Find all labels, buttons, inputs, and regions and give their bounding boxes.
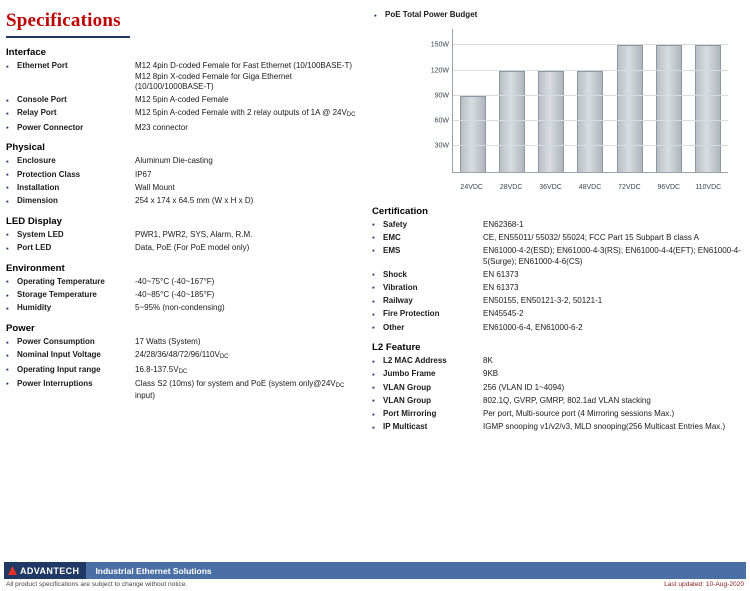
page-title: Specifications — [6, 10, 121, 31]
spec-value: EN62368-1 — [483, 219, 524, 229]
spec-label: VLAN Group — [383, 395, 431, 405]
spec-label: Other — [383, 322, 405, 332]
spec-label: EMC — [383, 232, 401, 242]
bullet-icon — [372, 409, 383, 420]
spec-value: Aluminum Die-casting — [135, 156, 213, 166]
section-heading-environment: Environment — [6, 262, 65, 274]
section-heading-led-display: LED Display — [6, 215, 62, 227]
logo-text: ADVANTECH — [20, 565, 80, 576]
bullet-icon — [6, 183, 17, 194]
spec-label: Vibration — [383, 282, 418, 292]
chart-x-tick-label: 48VDC — [578, 183, 602, 191]
chart-bar — [695, 45, 721, 171]
bullet-icon — [6, 123, 17, 134]
chart-gridline — [430, 67, 728, 75]
spec-row — [6, 379, 364, 401]
spec-label: EMS — [383, 245, 401, 255]
spec-row — [372, 270, 744, 281]
bullet-icon — [372, 369, 383, 380]
spec-value: EN61000-6-4, EN61000-6-2 — [483, 322, 583, 332]
spec-value: EN45545-2 — [483, 309, 524, 319]
spec-row — [372, 233, 744, 244]
spec-value: -40~75°C (-40~167°F) — [135, 276, 215, 286]
spec-label: Relay Port — [17, 108, 57, 118]
spec-value: CE, EN55011/ 55032/ 55024; FCC Part 15 Subpart B class A — [483, 232, 699, 242]
spec-row — [372, 422, 744, 433]
spec-value: 8K — [483, 356, 493, 366]
chart-gridline — [434, 92, 728, 100]
bullet-icon — [372, 422, 383, 433]
footer-note — [6, 581, 744, 588]
spec-value: 17 Watts (System) — [135, 337, 201, 347]
chart-bar-wrap — [656, 29, 682, 172]
bullet-icon — [372, 396, 383, 407]
chart-bar-wrap — [538, 29, 564, 172]
bullet-icon — [372, 270, 383, 281]
chart-x-tick-label: 72VDC — [618, 183, 641, 191]
section-heading-l2-feature: L2 Feature — [372, 342, 421, 354]
spec-value: IGMP snooping v1/v2/v3, MLD snooping(256 Multicast Entries Max.) — [483, 422, 726, 432]
right-sections — [372, 206, 744, 434]
chart-x-tick-label: 96VDC — [657, 183, 681, 191]
chart-bar-wrap — [695, 29, 721, 172]
chart-title: PoE Total Power Budget — [385, 10, 478, 19]
spec-row — [6, 183, 364, 194]
page-footer — [0, 562, 750, 591]
chart-y-tick-label: 60W — [434, 117, 449, 125]
spec-row — [372, 323, 744, 334]
bullet-icon — [6, 196, 17, 207]
bullet-icon — [372, 220, 383, 231]
chart-y-tick-label: 30W — [434, 142, 449, 150]
chart-x-tick-label: 110VDC — [695, 183, 722, 191]
spec-row — [6, 290, 364, 301]
bullet-icon — [6, 230, 17, 241]
spec-value: -40~85°C (-40~185°F) — [135, 290, 215, 300]
spec-value: 802.1Q, GVRP, GMRP, 802.1ad VLAN stacking — [483, 395, 651, 405]
footer-tagline: Industrial Ethernet Solutions — [86, 562, 746, 579]
title-underline — [6, 36, 130, 38]
spec-value: 254 x 174 x 64.5 mm (W x H x D) — [135, 196, 254, 206]
bullet-icon — [6, 61, 17, 72]
spec-value: M12 5pin A-coded Female with 2 relay outputs of 1A @ 24VDC — [135, 108, 356, 119]
spec-label: IP Multicast — [383, 422, 428, 432]
poe-power-budget-chart — [418, 25, 730, 197]
chart-bar-wrap — [499, 29, 525, 172]
spec-row — [6, 350, 364, 362]
chart-bars — [453, 29, 728, 172]
spec-value: 16.8-137.5VDC — [135, 364, 188, 375]
spec-row — [372, 220, 744, 231]
spec-row — [372, 283, 744, 294]
spec-label: Jumbo Frame — [383, 369, 436, 379]
spec-label: Railway — [383, 296, 413, 306]
chart-y-tick-label: 90W — [434, 92, 449, 100]
chart-y-tick-label: 150W — [430, 41, 449, 49]
spec-value: EN 61373 — [483, 269, 519, 279]
footer-last-updated: Last updated: 10-Aug-2020 — [664, 581, 744, 588]
bullet-icon — [372, 309, 383, 320]
bullet-icon — [6, 243, 17, 254]
left-column — [6, 10, 364, 404]
left-sections — [6, 47, 364, 401]
spec-row — [6, 230, 364, 241]
spec-label: Port Mirroring — [383, 409, 437, 419]
chart-gridline — [434, 142, 728, 150]
spec-label: Operating Input range — [17, 364, 101, 374]
bullet-icon — [6, 95, 17, 106]
spec-label: Power Consumption — [17, 337, 95, 347]
bullet-icon — [372, 233, 383, 244]
spec-label: Ethernet Port — [17, 61, 68, 70]
spec-row — [6, 337, 364, 348]
spec-row — [372, 356, 744, 367]
spec-label: Safety — [383, 219, 408, 229]
chart-x-tick-label: 24VDC — [460, 183, 483, 191]
spec-row — [6, 156, 364, 167]
spec-label: Nominal Input Voltage — [17, 350, 101, 360]
chart-x-tick-label: 36VDC — [539, 183, 562, 191]
bullet-icon — [6, 290, 17, 301]
spec-row — [372, 396, 744, 407]
spec-label: Power Connector — [17, 122, 84, 132]
bullet-icon — [6, 277, 17, 288]
spec-value: Per port, Multi-source port (4 Mirroring sessions Max.) — [483, 409, 675, 419]
spec-row — [6, 61, 364, 93]
chart-x-tick-label: 28VDC — [499, 183, 523, 191]
bullet-icon — [372, 283, 383, 294]
chart-gridline — [430, 41, 728, 49]
bullet-icon — [372, 246, 383, 257]
bullet-icon — [374, 10, 385, 20]
spec-value: M12 4pin D-coded Female for Fast Ethernet (10/100BASE-T) M12 8pin X-coded Female for Giga Ethernet (10/100/1000BASE-T) — [135, 61, 352, 92]
chart-bar-wrap — [577, 29, 603, 172]
bullet-icon — [6, 350, 17, 361]
spec-label: Operating Temperature — [17, 276, 105, 286]
spec-label: Storage Temperature — [17, 290, 97, 300]
right-column — [372, 10, 744, 436]
bullet-icon — [6, 108, 17, 119]
section-heading-power: Power — [6, 323, 35, 335]
section-heading-certification: Certification — [372, 205, 428, 217]
section-heading-physical: Physical — [6, 142, 45, 154]
spec-label: Humidity — [17, 303, 52, 313]
spec-row — [6, 123, 364, 134]
chart-bar — [538, 71, 564, 172]
spec-value: 5~95% (non-condensing) — [135, 303, 225, 313]
spec-value: EN50155, EN50121-3-2, 50121-1 — [483, 296, 603, 306]
spec-label: Enclosure — [17, 156, 56, 166]
bullet-icon — [6, 303, 17, 314]
spec-value: Wall Mount — [135, 182, 175, 192]
spec-row — [372, 369, 744, 380]
section-heading-interface: Interface — [6, 47, 46, 58]
spec-label: Console Port — [17, 95, 67, 105]
spec-row — [6, 365, 364, 377]
spec-row — [372, 409, 744, 420]
chart-bar — [499, 71, 525, 172]
chart-bar — [577, 71, 603, 172]
spec-row — [6, 277, 364, 288]
triangle-logo-icon — [8, 566, 17, 575]
bullet-icon — [6, 379, 17, 390]
footer-disclaimer: All product specifications are subject to change without notice. — [6, 581, 188, 588]
bullet-icon — [372, 296, 383, 307]
spec-value: 256 (VLAN ID 1~4094) — [483, 382, 565, 392]
spec-row — [6, 196, 364, 207]
bullet-icon — [6, 365, 17, 376]
spec-value: 24/28/36/48/72/96/110VDC — [135, 350, 229, 361]
spec-label: L2 MAC Address — [383, 356, 447, 366]
bullet-icon — [6, 170, 17, 181]
spec-value: EN 61373 — [483, 282, 519, 292]
spec-label: Dimension — [17, 196, 58, 206]
spec-row — [6, 243, 364, 254]
chart-x-axis-labels — [452, 184, 728, 191]
spec-row — [372, 383, 744, 394]
spec-label: Installation — [17, 182, 60, 192]
bullet-icon — [372, 356, 383, 367]
spec-row — [6, 170, 364, 181]
spec-label: Power Interruptions — [17, 378, 93, 388]
chart-title-row — [374, 10, 744, 20]
spec-row — [6, 303, 364, 314]
spec-row — [372, 296, 744, 307]
footer-bar — [4, 562, 746, 579]
spec-row — [372, 246, 744, 267]
spec-label: System LED — [17, 229, 64, 239]
chart-bar-wrap — [460, 29, 486, 172]
advantech-logo — [4, 562, 86, 579]
chart-gridline — [434, 117, 728, 125]
bullet-icon — [372, 323, 383, 334]
spec-row — [6, 95, 364, 106]
chart-y-tick-label: 120W — [430, 67, 449, 75]
spec-label: Fire Protection — [383, 309, 440, 319]
spec-label: Protection Class — [17, 169, 81, 179]
bullet-icon — [372, 383, 383, 394]
spec-row — [6, 108, 364, 120]
spec-row — [372, 309, 744, 320]
spec-value: M23 connector — [135, 122, 188, 132]
spec-label: Port LED — [17, 243, 52, 253]
spec-value: Data, PoE (For PoE model only) — [135, 243, 250, 253]
spec-value: EN61000-4-2(ESD); EN61000-4-3(RS); EN61000-4-4(EFT); EN61000-4-5(Surge); EN61000-4-6(CS) — [483, 245, 741, 266]
chart-bar — [617, 45, 643, 171]
spec-value: M12 5pin A-coded Female — [135, 95, 229, 105]
spec-value: Class S2 (10ms) for system and PoE (system only@24VDC input) — [135, 378, 345, 400]
chart-bar — [656, 45, 682, 171]
bullet-icon — [6, 156, 17, 167]
chart-bar — [460, 96, 486, 172]
spec-value: 9KB — [483, 369, 499, 379]
bullet-icon — [6, 337, 17, 348]
chart-plot-area — [430, 29, 728, 173]
spec-value: IP67 — [135, 169, 152, 179]
spec-label: Shock — [383, 269, 408, 279]
chart-bar-wrap — [617, 29, 643, 172]
spec-label: VLAN Group — [383, 382, 431, 392]
spec-value: PWR1, PWR2, SYS, Alarm, R.M. — [135, 229, 253, 239]
